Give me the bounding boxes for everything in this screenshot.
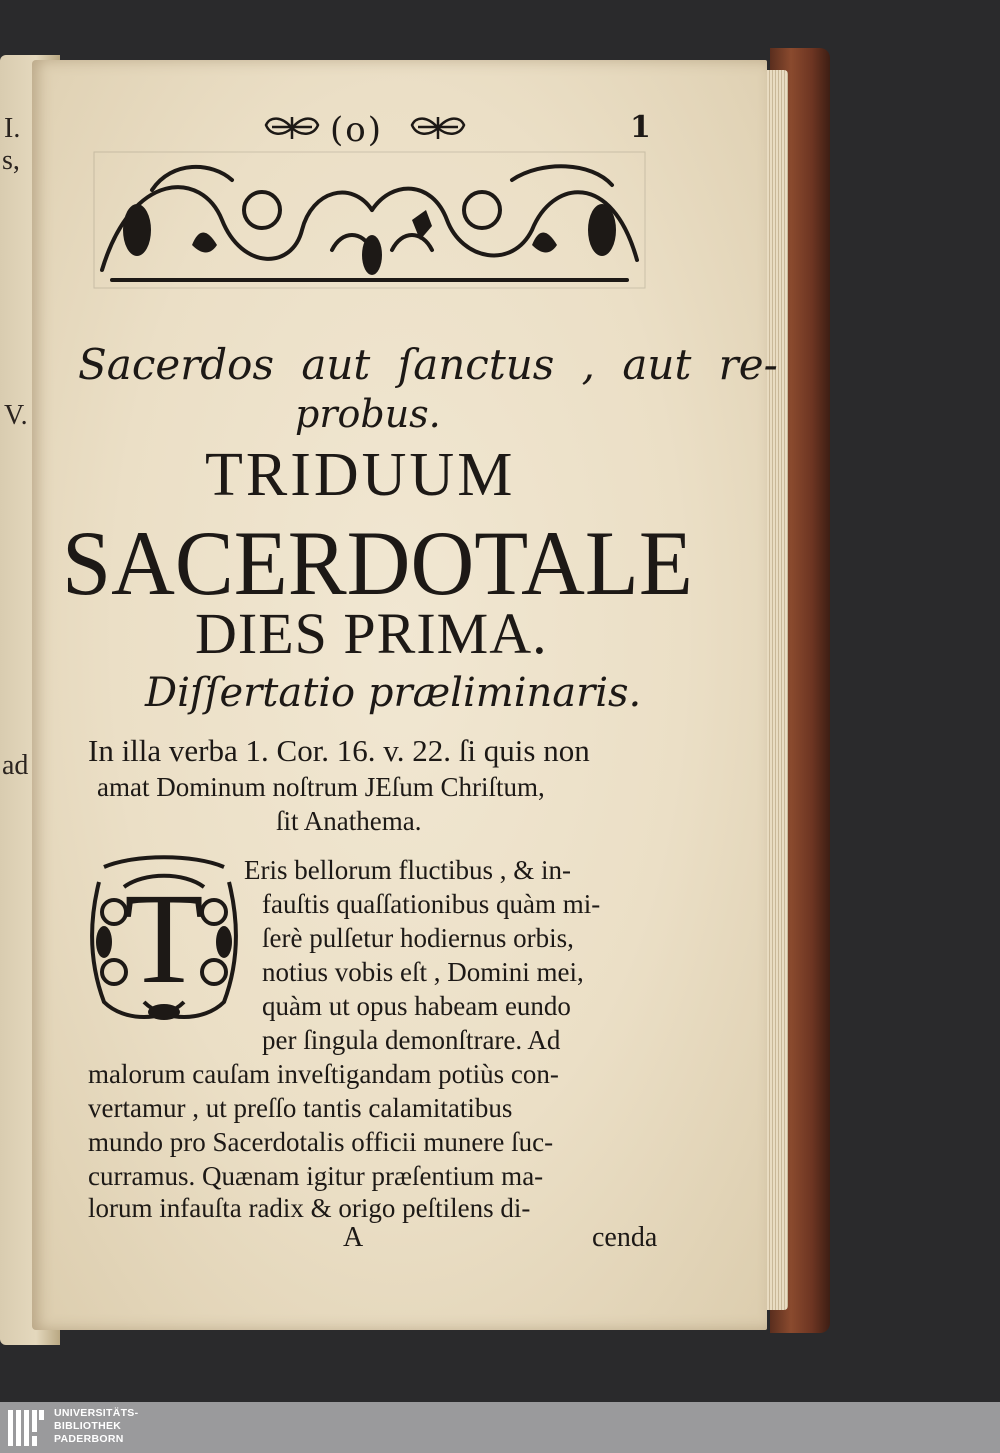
catchword: cenda [592,1222,658,1253]
body-line: Eris bellorum fluctibus , & in- [244,855,571,885]
title-line: TRIDUUM [205,441,516,509]
intro-line: amat Dominum noſtrum JEſum Chriſtum, [97,772,545,802]
body-line: notius vobis eſt , Domini mei, [262,957,584,987]
footer-bar [0,1402,1000,1453]
body-line: vertamur , ut preſſo tantis calamitatibus [88,1093,513,1123]
body-line: per ſingula demonſtrare. Ad [262,1025,561,1055]
body-line: fauſtis quaſſationibus quàm mi- [262,889,601,919]
body-line: mundo pro Sacerdotalis officii munere ſuc- [88,1127,554,1157]
left-page-fragment: V. [4,400,28,431]
page-number: 1 [630,110,651,145]
body-line: lorum infauſta radix & origo peſtilens di- [88,1193,531,1223]
signature-mark: A [343,1222,364,1253]
floral-vine-woodcut-banner-icon [92,150,647,290]
ornamental-initial-icon [84,852,244,1027]
left-page-fragment: ad [2,750,29,781]
intro-line: In illa verba 1. Cor. 16. v. 22. ſi quis non [88,733,590,768]
body-line: quàm ut opus habeam eundo [262,991,571,1021]
left-page-fragment: I. [4,113,21,144]
main-title: SACERDOTALE [62,512,693,614]
motto-line: probus. [295,392,441,436]
intro-line: ſit Anathema. [276,806,422,836]
subtitle: Diſſertatio præliminaris. [145,670,642,716]
body-line: ſerè pulſetur hodiernus orbis, [262,923,574,953]
body-line: curramus. Quænam igitur præſentium ma- [88,1161,544,1191]
motto-line: Sacerdos aut ſanctus , aut re- [78,340,778,389]
small-floral-ornament-icon [262,113,322,143]
title-line: DIES PRIMA. [195,601,548,666]
left-page-fragment: s, [2,145,20,176]
small-floral-ornament-icon [408,113,468,143]
library-logo-icon [6,1406,46,1450]
dropcap-letter: T [124,867,204,1011]
library-logo-text [54,1407,138,1446]
logo-line: UNIVERSITÄTS- [54,1407,139,1419]
header-mark: (o) [330,110,383,150]
logo-line: BIBLIOTHEK [54,1420,122,1432]
body-line: malorum cauſam inveſtigandam potiùs con- [88,1059,559,1089]
logo-line: PADERBORN [54,1433,124,1445]
